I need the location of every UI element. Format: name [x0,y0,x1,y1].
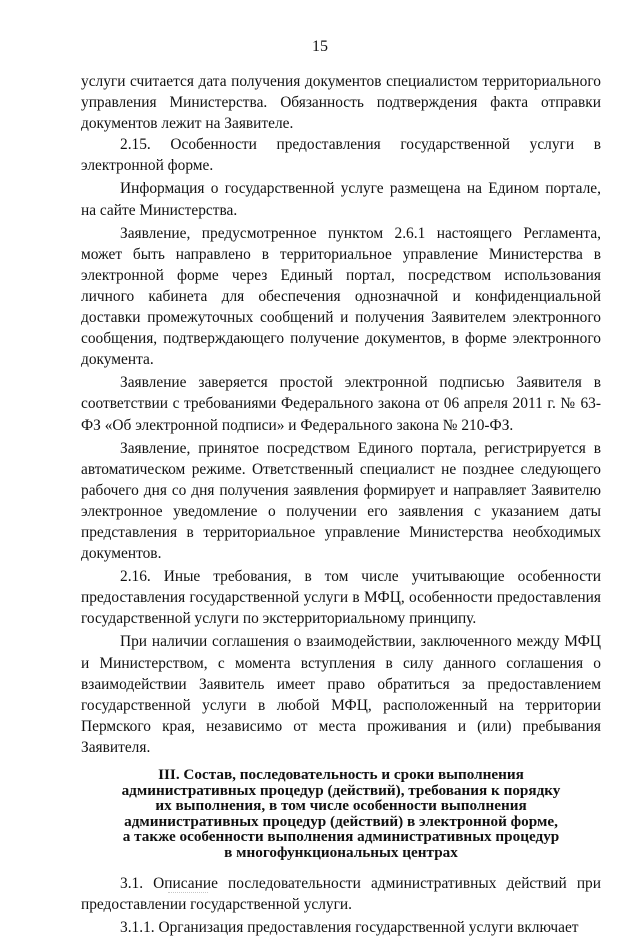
heading-line: административных процедур (действий) в электронной форме, [124,812,558,830]
paragraph-continuation: услуги считается дата получения документов специалистом территориального управления Министерства. Обязанность подтверждения факта отправки документов лежит на Заявителе. [81,73,601,133]
paragraph-info-portal: Информация о государственной услуге размещена на Едином портале, на сайте Министерства. [81,180,601,219]
paragraph-3-1-1: 3.1.1. Организация предоставления государственной услуги включает [120,918,579,936]
paragraph-2-15: 2.15. Особенности предоставления государственной услуги в электронной форме. [81,136,601,175]
paragraph-signature: Заявление заверяется простой электронной подписью Заявителя в соответствии с требованиями Федерального закона от 06 апреля 2011 г. № 63-ФЗ «Об электронной подписи» и Федерального закона № 210-ФЗ. [81,374,601,434]
paragraph-application-electronic: Заявление, предусмотренное пунктом 2.6.1 настоящего Регламента, может быть направлено в территориальное управление Министерства в электронной форме через Единый портал, посредством использования личного кабинета для обеспечения однозначной и конфиденциальной доставки промежуточных сообщений и получения Заявителем электронного сообщения, подтверждающего получение документов, в форме электронного документа. [81,224,601,369]
heading-line: их выполнения, в том числе особенности выполнения [155,797,527,815]
paragraph-2-16: 2.16. Иные требования, в том числе учитывающие особенности предоставления государственной услуги в МФЦ, особенности предоставления государственной услуги по экстерриториальному принципу. [81,568,601,628]
paragraph-3-1: 3.1. Описание последовательности административных действий при предоставлении государственной услуги. [81,874,601,913]
section-heading-iii [81,767,601,861]
heading-line: III. Состав, последовательность и сроки выполнения [158,766,524,783]
scan-artifact [168,892,208,895]
page-number: 15 [312,38,328,55]
heading-line: административных процедур (действий), требования к порядку [121,781,561,799]
heading-line: а также особенности выполнения административных процедур [122,828,560,846]
page-body [81,71,601,938]
paragraph-mfc-agreement: При наличии соглашения о взаимодействии, заключенного между МФЦ и Министерством, с момента вступления в силу данного соглашения о взаимодействии Заявитель имеет право обратиться за предоставлением государственной услуги в любой МФЦ, расположенный на территории Пермского края, независимо от места проживания и (или) пребывания Заявителя. [81,633,601,756]
heading-line: в многофункциональных центрах [224,843,458,861]
paragraph-registration: Заявление, принятое посредством Единого портала, регистрируется в автоматическом режиме. Ответственный специалист не позднее следующего рабочего дня со дня получения заявления формирует и направляет Заявителю электронное уведомление о получении его заявления с указанием даты представления в территориальное управление Министерства необходимых документов. [81,439,601,563]
